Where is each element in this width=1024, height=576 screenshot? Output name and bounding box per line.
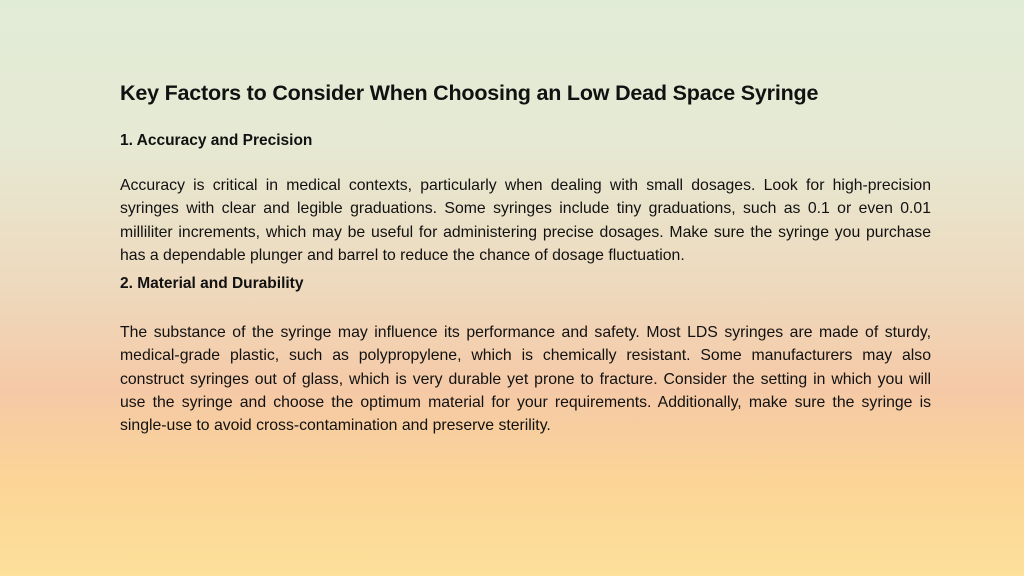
- slide-title: Key Factors to Consider When Choosing an Low Dead Space Syringe: [120, 81, 819, 105]
- section-heading-accuracy: 1. Accuracy and Precision: [120, 132, 313, 149]
- section-body-accuracy: Accuracy is critical in medical contexts, particularly when dealing with small dosages. Look for high-precision syringes with clear and legible graduations. Some syringes include tiny graduations, such as 0.1 or even 0.01 milliliter increments, which may be useful for administering precise dosages. Make sure the syringe you purchase has a dependable plunger and barrel to reduce the chance of dosage fluctuation.: [120, 177, 931, 264]
- section-heading-material: 2. Material and Durability: [120, 275, 304, 293]
- slide-content: [120, 78, 931, 438]
- section-body-material: The substance of the syringe may influence its performance and safety. Most LDS syringes are made of sturdy, medical-grade plastic, such as polypropylene, which is chemically resistant. Some manufacturers may also construct syringes out of glass, which is very durable yet prone to fracture. Consider the setting in which you will use the syringe and choose the optimum material for your requirements. Additionally, make sure the syringe is single-use to avoid cross-contamination and preserve sterility.: [120, 324, 931, 435]
